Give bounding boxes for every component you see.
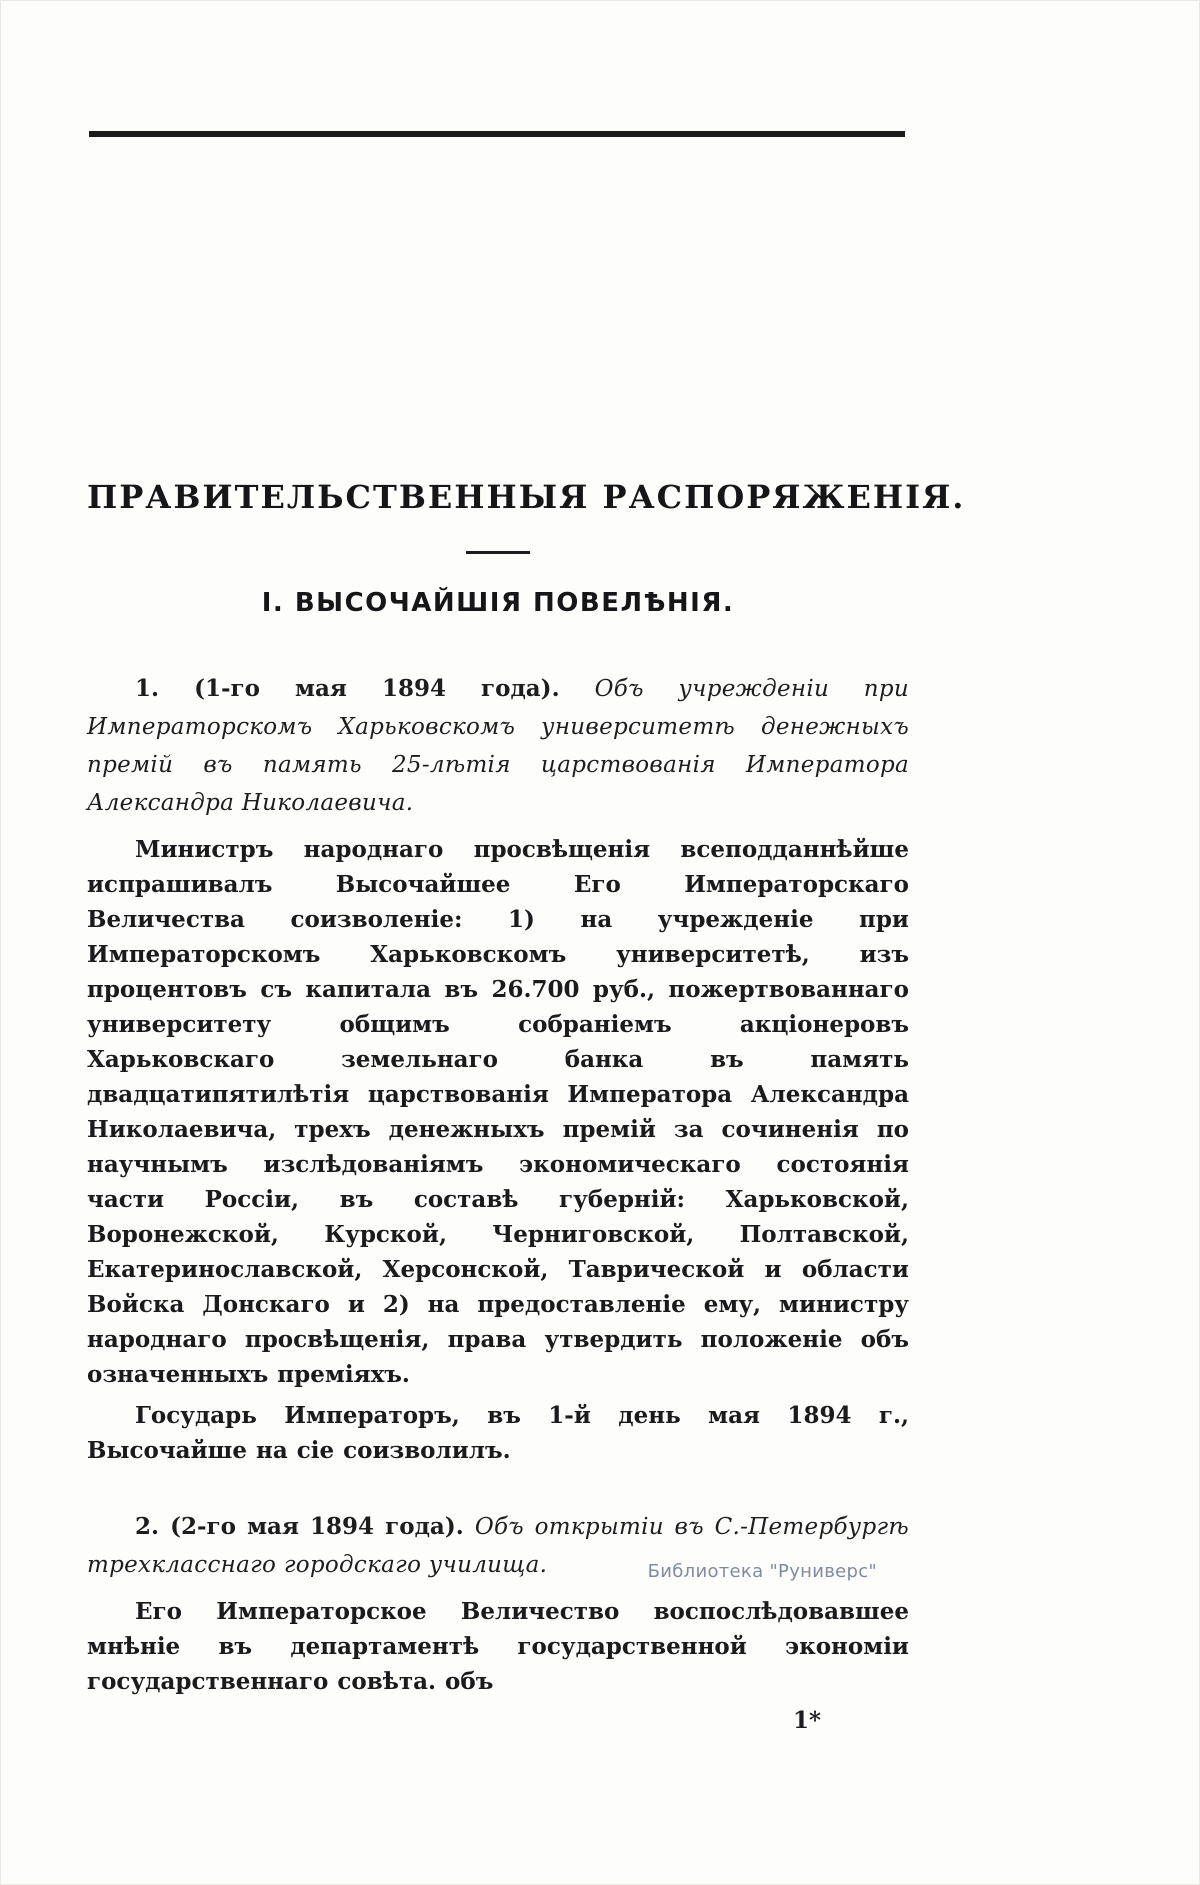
decree-1-date: 1. (1-го мая 1894 года). <box>135 674 560 702</box>
decree-1-paragraph-1: Министръ народнаго просвѣщенія всеподданнѣйше испрашивалъ Высочайшее Его Императорскаго Величества соизволеніе: 1) на учрежденіе при Императорскомъ Харьковскомъ университетѣ, изъ процентовъ съ капитала въ 26.700 руб., пожертвованнаго университету общимъ собраніемъ акціонеровъ Харьковскаго земельнаго банка въ память двадцатипятилѣтія царствованія Императора Александра Николаевича, трехъ денежныхъ премій за сочиненія по научнымъ изслѣдованіямъ экономическаго состоянія части Россіи, въ составѣ губерній: Харьковской, Воронежской, Курской, Черниговской, Полтавской, Екатеринославской, Херсонской, Таврической и области Войска Донскаго и 2) на предоставленіе ему, министру народнаго просвѣщенія, права утвердить положеніе объ означенныхъ преміяхъ. <box>87 835 909 1388</box>
decree-1-paragraph-2: Государь Императоръ, въ 1-й день мая 1894 г., Высочайше на сіе соизволилъ. <box>87 1401 909 1464</box>
decree-1-heading <box>87 670 909 822</box>
decree-2-paragraph-1: Его Императорское Величество воспослѣдовавшее мнѣніе въ департаментѣ государственной экономіи государственнаго совѣта. объ <box>87 1597 909 1695</box>
text-block <box>87 478 966 1734</box>
title-divider-rule <box>466 551 530 554</box>
decree-2-date: 2. (2-го мая 1894 года). <box>135 1512 464 1540</box>
header-double-rule <box>89 131 905 137</box>
decree-1-subject: Объ учрежденіи при Императорскомъ Харьковскомъ университетѣ денежныхъ премій въ память 25-лѣтія царствованія Императора Александра Николаевича. <box>87 675 909 816</box>
signature-mark: 1* <box>792 1706 821 1734</box>
document-title: ПРАВИТЕЛЬСТВЕННЫЯ РАСПОРЯЖЕНІЯ. <box>87 478 966 516</box>
section-heading: I. ВЫСОЧАЙШІЯ ПОВЕЛѢНІЯ. <box>261 587 735 618</box>
decree-2-subject: Объ открытіи въ С.-Петербургѣ трехкласснаго городскаго училища. <box>87 1513 909 1578</box>
library-watermark: Библиотека "Руниверс" <box>647 1561 877 1582</box>
